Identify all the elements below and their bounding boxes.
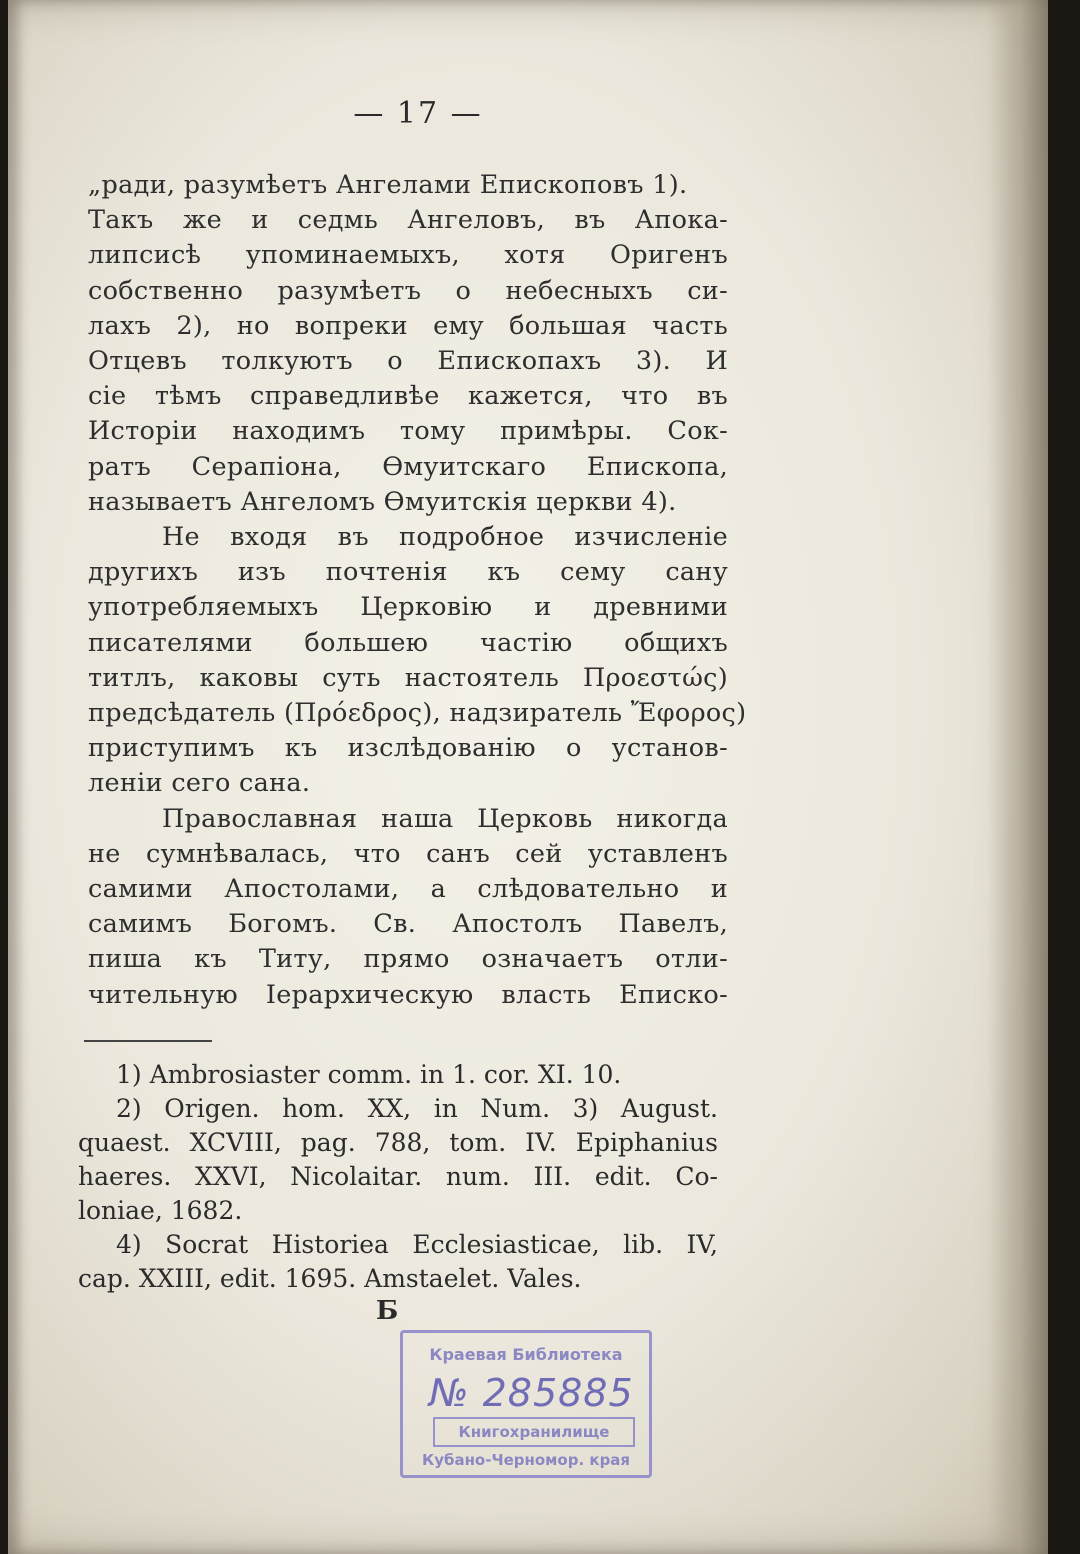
text-line: ратъ Серапіона, Ѳмуитскаго Епископа, [88, 451, 728, 482]
footnote-line: quaest. XCVIII, pag. 788, tom. IV. Epiphanius [78, 1128, 718, 1157]
stamp-middle: Книгохранилище [433, 1417, 635, 1447]
text-line: Православная наша Церковь никогда [162, 803, 728, 834]
text-line: пиша къ Титу, прямо означаетъ отли- [88, 944, 728, 975]
text-line: Исторіи находимъ тому примѣры. Сок- [88, 416, 728, 447]
footnote-line: 1) Ambrosiaster comm. in 1. cor. XI. 10. [116, 1060, 622, 1089]
text-line: Отцевъ толкуютъ о Епископахъ 3). И [88, 346, 728, 377]
text-line: леніи сего сана. [88, 768, 311, 799]
stamp-bottom: Кубано-Черномор. края [421, 1451, 631, 1469]
text-line: употребляемыхъ Церковію и древними [88, 592, 728, 623]
text-line: самимъ Богомъ. Св. Апостолъ Павелъ, [88, 909, 728, 940]
library-stamp [400, 1330, 652, 1478]
text-line: писателями большею частію общихъ [88, 627, 728, 658]
text-line: собственно разумѣетъ о небесныхъ си- [88, 275, 728, 306]
signature-mark: Б [376, 1296, 399, 1326]
text-line: чительную Іерархическую власть Еписко- [88, 979, 728, 1010]
text-line: самими Апостолами, а слѣдовательно и [88, 874, 728, 905]
text-line: „ради, разумѣетъ Ангелами Епископовъ 1). [88, 170, 688, 200]
page-number: — 17 — [353, 96, 483, 131]
text-line: предсѣдатель (Πρόεδρος), надзиратель Ἔφορος) [88, 698, 747, 729]
footnote-line: 4) Socrat Historiea Ecclesiasticae, lib. IV, [116, 1230, 718, 1259]
footnote-divider [84, 1040, 212, 1042]
page-edge-shadow [988, 0, 1048, 1554]
text-line: титлъ, каковы суть настоятель Προεστώς) [88, 662, 728, 693]
text-line: называетъ Ангеломъ Ѳмуитскія церкви 4). [88, 486, 677, 517]
text-line: Не входя въ подробное изчисленіе [162, 522, 728, 553]
main-text [88, 168, 747, 1013]
text-line: липсисѣ упоминаемыхъ, хотя Оригенъ [88, 240, 728, 271]
text-line: приступимъ къ изслѣдованію о установ- [88, 733, 728, 764]
stamp-number: № 285885 [429, 1371, 634, 1415]
footnote-line: cap. XXIII, edit. 1695. Amstaelet. Vales. [78, 1264, 582, 1293]
text-line: Такъ же и седмь Ангеловъ, въ Апока- [88, 205, 728, 236]
text-line: лахъ 2), но вопреки ему большая часть [88, 310, 728, 341]
footnotes [78, 1058, 718, 1296]
footnote-line: haeres. XXVI, Nicolaitar. num. III. edit. Co- [78, 1162, 718, 1191]
text-line: сіе тѣмъ справедливѣе кажется, что въ [88, 381, 728, 412]
text-line: не сумнѣвалась, что санъ сей уставленъ [88, 838, 728, 869]
text-line: другихъ изъ почтенія къ сему сану [88, 557, 728, 588]
book-page [8, 0, 1048, 1554]
footnote-line: 2) Origen. hom. XX, in Num. 3) August. [116, 1094, 718, 1123]
stamp-title: Краевая Библиотека [429, 1345, 623, 1364]
footnote-line: loniae, 1682. [78, 1196, 243, 1225]
